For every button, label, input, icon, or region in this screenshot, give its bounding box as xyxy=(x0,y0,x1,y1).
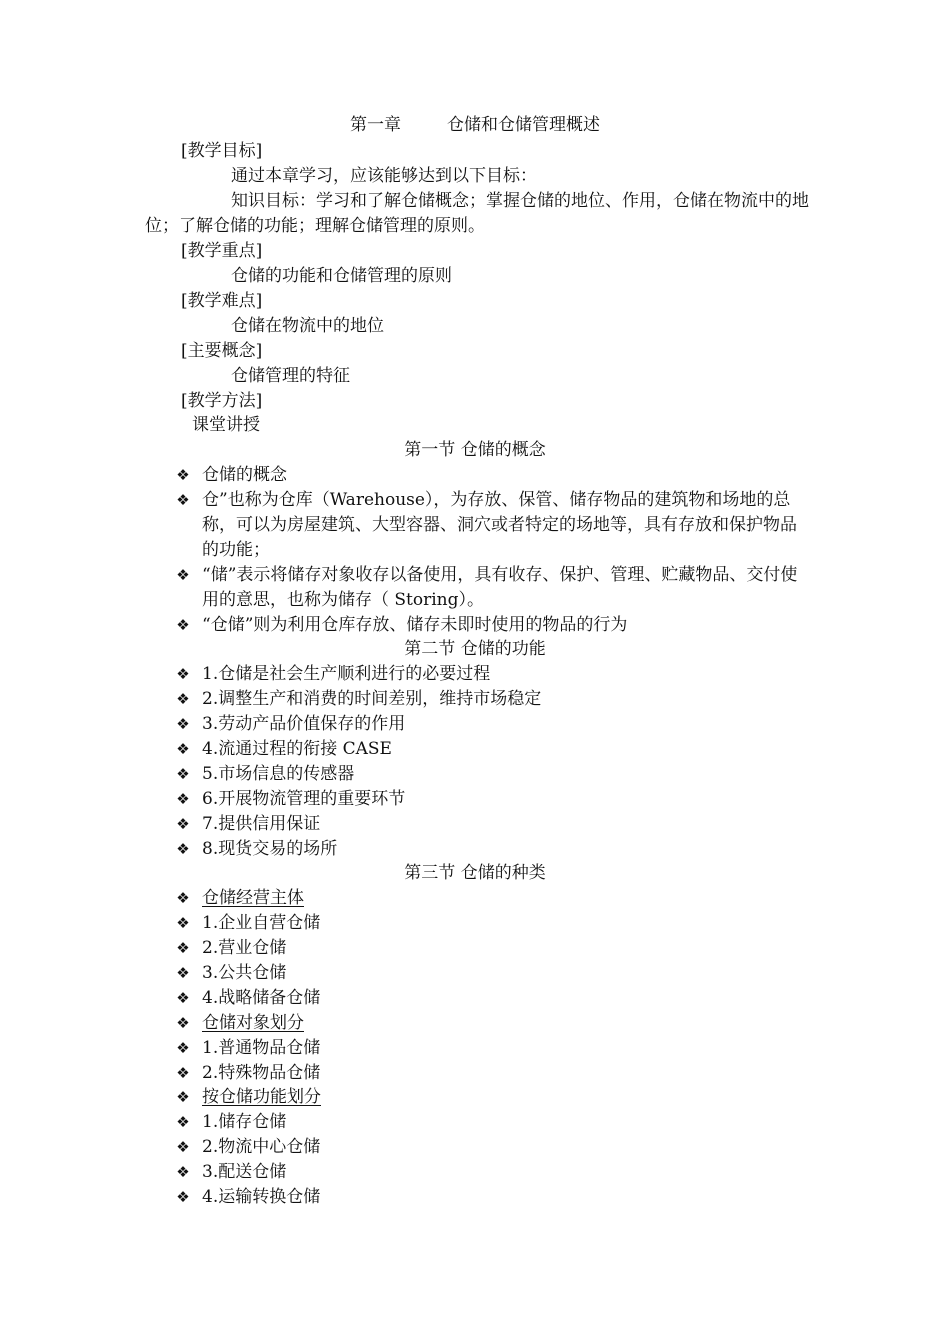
list-item-text: 2.调整生产和消费的时间差别，维持市场稳定 xyxy=(202,689,542,709)
bullet-icon: ❖ xyxy=(176,690,190,708)
list-item xyxy=(172,936,812,961)
concepts-text: 仓储管理的特征 xyxy=(231,366,350,386)
list-item-text: 1.储存仓储 xyxy=(202,1112,287,1132)
bullet-icon: ❖ xyxy=(176,889,190,907)
bullet-icon: ❖ xyxy=(176,566,190,584)
chapter-number: 第一章 xyxy=(350,115,401,135)
methods-text: 课堂讲授 xyxy=(192,415,260,435)
bullet-icon: ❖ xyxy=(176,790,190,808)
list-item xyxy=(172,662,812,687)
list-item xyxy=(172,1135,812,1160)
list-item xyxy=(172,1036,812,1061)
list-item-text: 8.现货交易的场所 xyxy=(202,839,338,859)
list-item xyxy=(172,762,812,787)
list-item xyxy=(172,961,812,986)
methods-heading: [教学方法] xyxy=(181,391,263,411)
bullet-icon: ❖ xyxy=(176,1113,190,1131)
list-item-text: 仓”也称为仓库（Warehouse），为存放、保管、储存物品的建筑物和场地的总称，可以为房屋建筑、大型容器、洞穴或者特定的场地等，具有存放和保护物品的功能； xyxy=(202,490,797,560)
list-item-text: 1.普通物品仓储 xyxy=(202,1038,321,1058)
bullet-icon: ❖ xyxy=(176,815,190,833)
bullet-icon: ❖ xyxy=(176,466,190,484)
list-item-text: 3.配送仓储 xyxy=(202,1162,287,1182)
bullet-icon: ❖ xyxy=(176,1138,190,1156)
list-item-text: 7.提供信用保证 xyxy=(202,814,321,834)
list-item xyxy=(172,687,812,712)
objectives-intro: 通过本章学习，应该能够达到以下目标： xyxy=(231,166,537,186)
list-item xyxy=(172,986,812,1011)
list-item xyxy=(172,1110,812,1135)
bullet-icon: ❖ xyxy=(176,1163,190,1181)
key-points-heading: [教学重点] xyxy=(181,241,263,261)
list-item xyxy=(172,1061,812,1086)
chapter-title xyxy=(0,113,950,138)
key-points-text: 仓储的功能和仓储管理的原则 xyxy=(231,266,452,286)
bullet-icon: ❖ xyxy=(176,1064,190,1082)
section2-title: 第二节 仓储的功能 xyxy=(404,639,546,659)
list-group-heading xyxy=(172,1011,812,1036)
bullet-icon: ❖ xyxy=(176,1014,190,1032)
list-item-text: “储”表示将储存对象收存以备使用，具有收存、保护、管理、贮藏物品、交付使用的意思，也称为储存（ Storing）。 xyxy=(202,565,798,610)
section1-title: 第一节 仓储的概念 xyxy=(404,440,546,460)
bullet-icon: ❖ xyxy=(176,616,190,634)
bullet-icon: ❖ xyxy=(176,665,190,683)
list-item xyxy=(172,1185,812,1210)
list-item xyxy=(172,712,812,737)
bullet-icon: ❖ xyxy=(176,765,190,783)
difficulties-text: 仓储在物流中的地位 xyxy=(231,316,384,336)
bullet-icon: ❖ xyxy=(176,491,190,509)
list-item-text: 6.开展物流管理的重要环节 xyxy=(202,789,406,809)
group-heading-text: 仓储经营主体 xyxy=(202,888,304,908)
list-item xyxy=(172,488,812,563)
bullet-icon: ❖ xyxy=(176,1188,190,1206)
list-item xyxy=(172,812,812,837)
list-item-text: 4.运输转换仓储 xyxy=(202,1187,321,1207)
bullet-icon: ❖ xyxy=(176,840,190,858)
list-item xyxy=(172,563,812,613)
list-item-text: 4.流通过程的衔接 CASE xyxy=(202,739,392,759)
list-item xyxy=(172,463,812,488)
list-group-heading xyxy=(172,886,812,911)
bullet-icon: ❖ xyxy=(176,1088,190,1106)
objectives-knowledge: 知识目标：学习和了解仓储概念；掌握仓储的地位、作用，仓储在物流中的地位；了解仓储的功能；理解仓储管理的原则。 xyxy=(145,191,809,236)
concepts-heading: [主要概念] xyxy=(181,341,263,361)
list-item-text: 4.战略储备仓储 xyxy=(202,988,321,1008)
list-item-text: 3.公共仓储 xyxy=(202,963,287,983)
bullet-icon: ❖ xyxy=(176,989,190,1007)
group-heading-text: 按仓储功能划分 xyxy=(202,1087,321,1107)
list-item-text: 3.劳动产品价值保存的作用 xyxy=(202,714,406,734)
bullet-icon: ❖ xyxy=(176,939,190,957)
bullet-icon: ❖ xyxy=(176,1039,190,1057)
chapter-name: 仓储和仓储管理概述 xyxy=(447,115,600,135)
section3-title: 第三节 仓储的种类 xyxy=(404,863,546,883)
list-item xyxy=(172,737,812,762)
objectives-heading: [教学目标] xyxy=(181,141,263,161)
list-item-text: 5.市场信息的传感器 xyxy=(202,764,355,784)
list-item-text: 1.仓储是社会生产顺利进行的必要过程 xyxy=(202,664,491,684)
bullet-icon: ❖ xyxy=(176,740,190,758)
list-item xyxy=(172,911,812,936)
bullet-icon: ❖ xyxy=(176,914,190,932)
list-item-text: 2.特殊物品仓储 xyxy=(202,1063,321,1083)
group-heading-text: 仓储对象划分 xyxy=(202,1013,304,1033)
difficulties-heading: [教学难点] xyxy=(181,291,263,311)
list-item-text: 2.物流中心仓储 xyxy=(202,1137,321,1157)
list-item-text: “仓储”则为利用仓库存放、储存未即时使用的物品的行为 xyxy=(202,615,628,635)
list-item-text: 1.企业自营仓储 xyxy=(202,913,321,933)
list-item xyxy=(172,613,812,638)
list-item xyxy=(172,787,812,812)
list-group-heading xyxy=(172,1085,812,1110)
bullet-icon: ❖ xyxy=(176,964,190,982)
list-item xyxy=(172,1160,812,1185)
bullet-icon: ❖ xyxy=(176,715,190,733)
list-item xyxy=(172,837,812,862)
list-item-text: 2.营业仓储 xyxy=(202,938,287,958)
list-item-text: 仓储的概念 xyxy=(202,465,287,485)
